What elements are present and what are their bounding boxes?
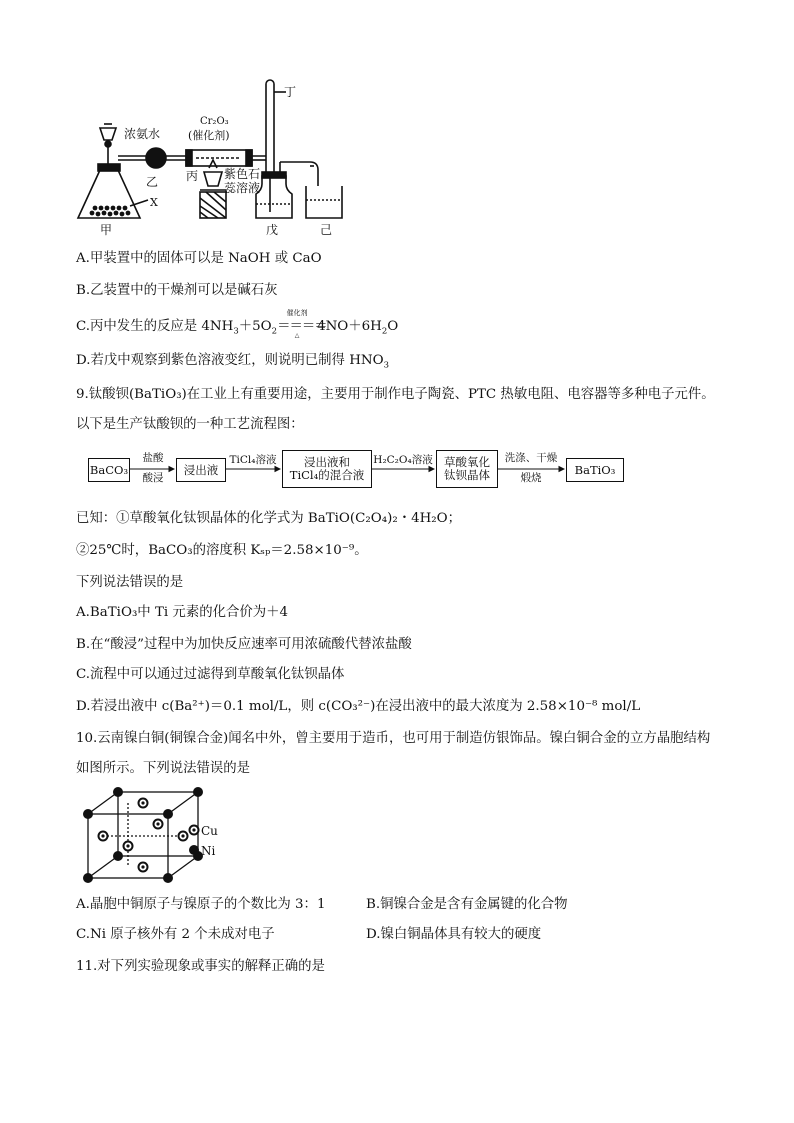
label-catalyst-formula: Cr₂O₃ [200, 116, 229, 127]
q9-known-2: ②25℃时，BaCO₃的溶度积 Kₛₚ＝2.58×10⁻⁹。 [76, 543, 368, 558]
flow-box-batio3: BaTiO₃ [566, 458, 624, 482]
flow-box-mixture-line1: 浸出液和 [304, 455, 350, 469]
eq-condition-bottom: △ [294, 332, 300, 339]
q10-option-b: B.铜镍合金是含有金属键的化合物 [366, 897, 568, 912]
flow-arrow3-top: H₂C₂O₄溶液 [373, 454, 433, 466]
flow-arrow2-top: TiCl₄溶液 [229, 454, 277, 466]
flow-arrow1-top: 盐酸 [142, 452, 164, 464]
q9-question: 下列说法错误的是 [76, 575, 184, 590]
label-yi: 乙 [146, 175, 159, 189]
flow-arrow1-bottom: 酸浸 [142, 472, 164, 484]
q10-option-c: C.Ni 原子核外有 2 个未成对电子 [76, 927, 275, 942]
q9-option-d: D.若浸出液中 c(Ba²⁺)＝0.1 mol/L，则 c(CO₃²⁻)在浸出液中的最大浓度为 2.58×10⁻⁸ mol/L [76, 699, 641, 714]
flow-box-baco3: BaCO₃ [88, 458, 130, 482]
flow-arrow4-top: 洗涤、干燥 [504, 452, 558, 464]
label-bing: 丙 [186, 169, 199, 183]
label-litmus-1: 紫色石 [224, 167, 261, 181]
q9-flowchart [0, 448, 794, 498]
flow-box-leachate: 浸出液 [176, 458, 226, 482]
q9-stem-line1: 9.钛酸钡(BaTiO₃)在工业上有重要用途，主要用于制作电子陶瓷、PTC 热敏电阻、电容器等多种电子元件。 [76, 387, 715, 402]
label-catalyst: (催化剂) [188, 129, 230, 142]
q11-stem: 11.对下列实验现象或事实的解释正确的是 [76, 959, 325, 974]
q9-option-a: A.BaTiO₃中 Ti 元素的化合价为＋4 [76, 605, 289, 620]
legend-cu: Cu [201, 824, 218, 838]
flow-box-crystal-line1: 草酸氧化 [444, 455, 490, 469]
apparatus-diagram [0, 0, 794, 240]
label-ji: 己 [320, 223, 333, 237]
flow-arrow4-bottom: 煅烧 [520, 472, 542, 484]
legend-ni: Ni [201, 844, 216, 858]
q8-option-b: B.乙装置中的干燥剂可以是碱石灰 [76, 283, 278, 298]
q8-option-d: D.若戊中观察到紫色溶液变红，则说明已制得 $HNO_3$ [76, 353, 389, 371]
q10-stem-line1: 10.云南镍白铜(铜镍合金)闻名中外，曾主要用于造币，也可用于制造仿银饰品。镍白铜合金的立方晶胞结构 [76, 731, 711, 746]
eq-condition-top: 催化剂 [286, 309, 308, 317]
label-jia: 甲 [100, 223, 113, 237]
q9-known-1: 已知：①草酸氧化钛钡晶体的化学式为 BaTiO(C₂O₄)₂・4H₂O； [76, 511, 462, 526]
flow-box-crystal-line2: 钛钡晶体 [444, 468, 490, 482]
q9-option-b: B.在“酸浸”过程中为加快反应速率可用浓硫酸代替浓盐酸 [76, 637, 412, 652]
label-x: X [150, 196, 158, 209]
q8-option-c-prefix: C.丙中发生的反应是 4NH [76, 319, 234, 334]
label-ding: 丁 [284, 85, 297, 99]
q9-option-c: C.流程中可以通过过滤得到草酸氧化钛钡晶体 [76, 667, 345, 682]
q8-option-d-text: D.若戊中观察到紫色溶液变红，则说明已制得 HNO [76, 353, 384, 368]
label-litmus-2: 蕊溶液 [224, 181, 261, 195]
q10-stem-line2: 如图所示。下列说法错误的是 [76, 761, 251, 776]
q10-option-a: A.晶胞中铜原子与镍原子的个数比为 3：1 [76, 897, 326, 912]
label-wu: 戊 [266, 223, 279, 237]
q8-option-a: A.甲装置中的固体可以是 NaOH 或 CaO [76, 251, 322, 266]
q8-option-c: C.丙中发生的反应是 $4NH_3+5O_2$ 催化剂 ＝＝＝＝ △ $4NO+6H_2O$ [76, 309, 399, 339]
q8-option-c-suffix: 4NO＋6H [317, 319, 382, 334]
q9-stem-line2: 以下是生产钛酸钡的一种工艺流程图： [76, 417, 304, 432]
q10-option-d: D.镍白铜晶体具有较大的硬度 [366, 927, 542, 942]
label-ammonia: 浓氨水 [124, 127, 161, 141]
flow-arrows [0, 448, 794, 498]
flow-box-mixture-line2: TiCl₄的混合液 [289, 468, 365, 482]
crystal-cell-diagram [70, 786, 270, 886]
